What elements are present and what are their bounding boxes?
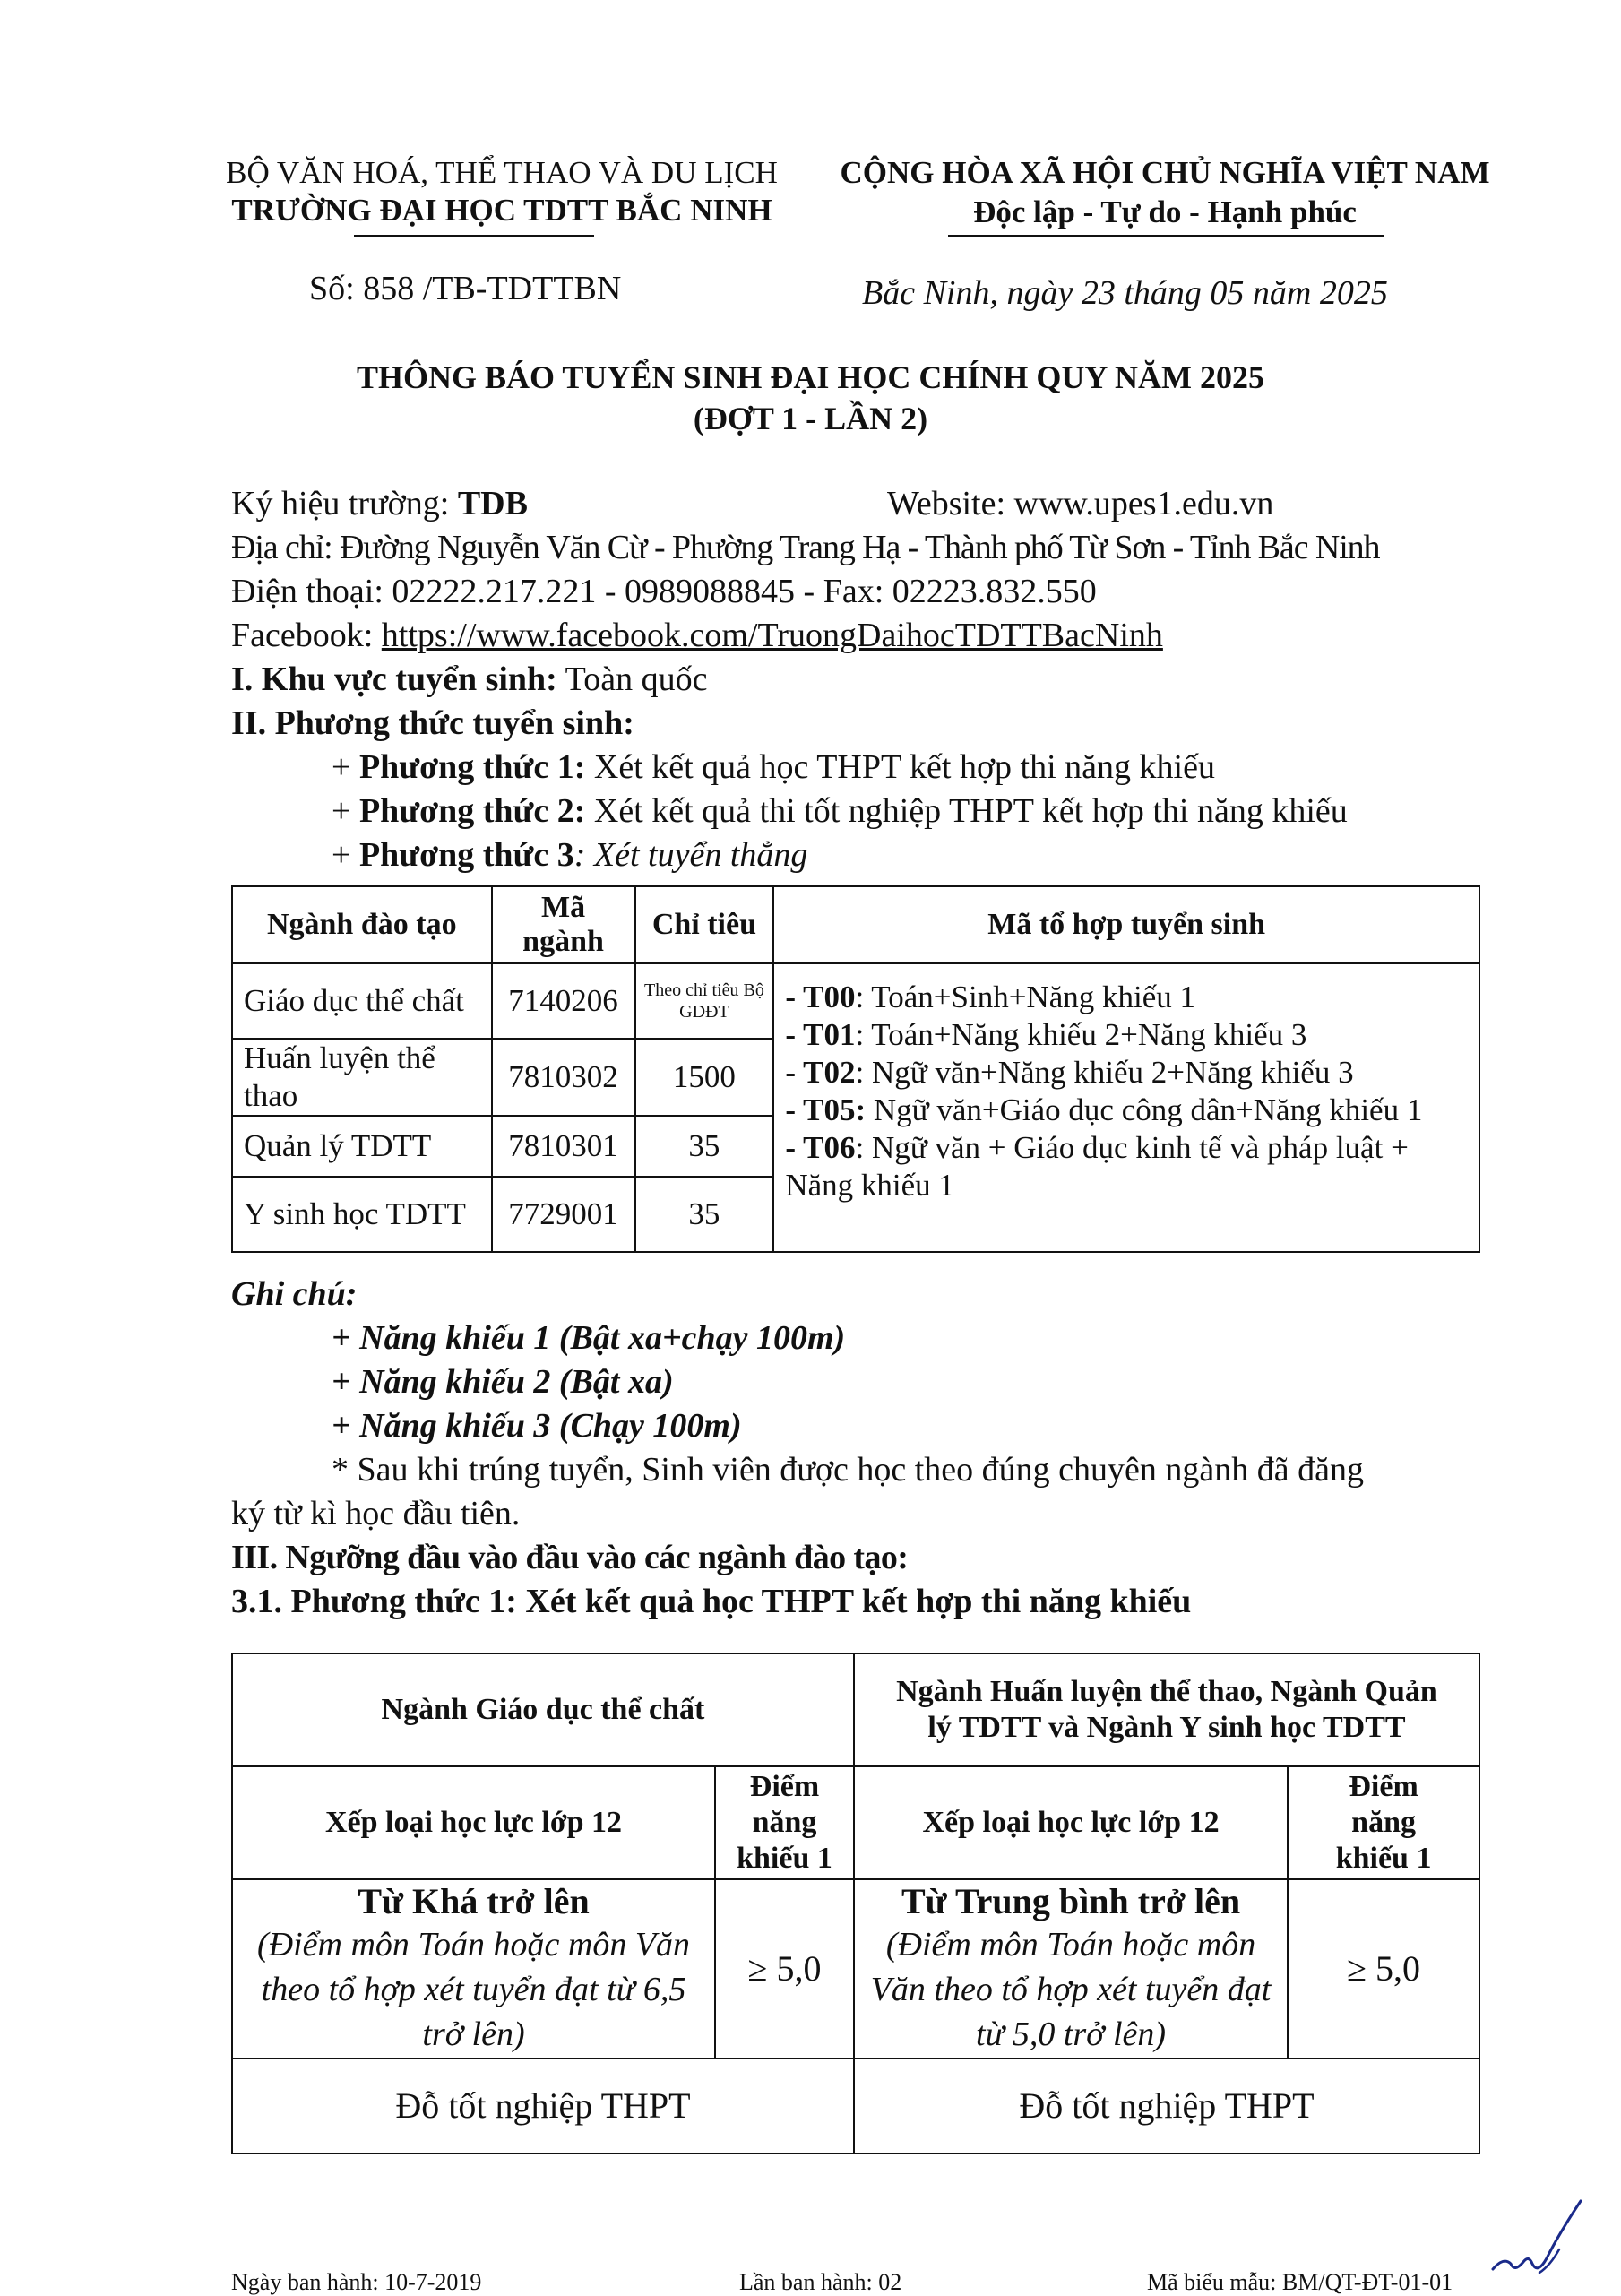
facebook-link[interactable]: https://www.facebook.com/TruongDaihocTDTTBacNinh xyxy=(381,617,1163,654)
combo-code: - T01 xyxy=(785,1017,856,1052)
method-3-prefix: + xyxy=(332,836,359,874)
combo-text: : Toán+Năng khiếu 2+Năng khiếu 3 xyxy=(855,1017,1307,1052)
method-1-text: Xét kết quả học THPT kết hợp thi năng khiếu xyxy=(585,748,1215,786)
combo-text: : Toán+Sinh+Năng khiếu 1 xyxy=(855,980,1196,1014)
major-code: 7810301 xyxy=(492,1116,635,1177)
method-2-prefix: + xyxy=(332,792,359,830)
section-1 xyxy=(231,658,707,702)
major-code: 7810302 xyxy=(492,1039,635,1116)
phone-line: Điện thoại: 02222.217.221 - 0989088845 - Fax: 02223.832.550 xyxy=(231,573,1097,610)
major-name: Quản lý TDTT xyxy=(232,1116,492,1177)
major-name: Huấn luyện thể thao xyxy=(232,1039,492,1116)
major-name: Y sinh học TDTT xyxy=(232,1177,492,1252)
facebook-label: Facebook: xyxy=(231,617,382,654)
method-2-label: Phương thức 2: xyxy=(358,792,586,830)
notice-subtitle: (ĐỢT 1 - LẦN 2) xyxy=(693,401,928,436)
b-rank-header: Xếp loại học lực lớp 12 xyxy=(854,1766,1288,1879)
motto: Độc lập - Tự do - Hạnh phúc xyxy=(973,194,1357,229)
signature-mark xyxy=(1487,2187,1586,2285)
footer-edition: Lần ban hành: 02 xyxy=(739,2269,902,2295)
method-1 xyxy=(332,746,1215,790)
a-detail: (Điểm môn Toán hoặc môn Văn theo tổ hợp xét tuyển đạt từ 6,5 trở lên) xyxy=(256,1926,691,2053)
document-number: Số: 858 /TB-TDTTBN xyxy=(309,270,622,307)
combo-text: : Ngữ văn+Năng khiếu 2+Năng khiếu 3 xyxy=(855,1055,1354,1090)
notice-title: THÔNG BÁO TUYỂN SINH ĐẠI HỌC CHÍNH QUY NĂM 2025 xyxy=(356,359,1265,395)
threshold-grad-row xyxy=(232,2059,1479,2154)
major-quota: 35 xyxy=(635,1116,774,1177)
b-score: ≥ 5,0 xyxy=(1288,1879,1479,2059)
ministry-name: BỘ VĂN HOÁ, THỂ THAO VÀ DU LỊCH xyxy=(226,155,778,190)
combo-t01 xyxy=(785,1016,1468,1054)
school-underline xyxy=(354,235,594,237)
combo-code: - T00 xyxy=(785,980,856,1014)
school-name: TRƯỜNG ĐẠI HỌC TDTT BẮC NINH xyxy=(231,193,772,228)
motto-underline xyxy=(948,235,1384,237)
combo-t00 xyxy=(785,979,1468,1016)
remark-line-1: * Sau khi trúng tuyển, Sinh viên được học theo đúng chuyên ngành đã đăng xyxy=(332,1451,1364,1489)
section-3-sub: 3.1. Phương thức 1: Xét kết quả học THPT kết hợp thi năng khiếu xyxy=(231,1583,1192,1620)
major-name: Giáo dục thể chất xyxy=(232,963,492,1039)
remark-line-2: ký từ kì học đầu tiên. xyxy=(231,1495,521,1532)
a-rank: Từ Khá trở lên xyxy=(358,1881,590,1921)
combo-text: Ngữ văn+Giáo dục công dân+Năng khiếu 1 xyxy=(866,1092,1423,1127)
group-a-header: Ngành Giáo dục thể chất xyxy=(232,1653,854,1766)
header-code: Mã ngành xyxy=(492,886,635,963)
combo-code: - T06 xyxy=(785,1130,856,1165)
major-quota: 35 xyxy=(635,1177,774,1252)
majors-table xyxy=(231,885,1480,1253)
b-detail: (Điểm môn Toán hoặc môn Văn theo tổ hợp xét tuyển đạt từ 5,0 trở lên) xyxy=(870,1926,1272,2053)
note-item: + Năng khiếu 3 (Chạy 100m) xyxy=(332,1407,742,1445)
threshold-value-row xyxy=(232,1879,1479,2059)
table-row xyxy=(232,963,1479,1039)
method-2 xyxy=(332,790,1348,833)
note-item: + Năng khiếu 2 (Bật xa) xyxy=(332,1363,674,1401)
section-1-heading: I. Khu vực tuyển sinh: xyxy=(231,660,557,698)
method-1-prefix: + xyxy=(332,748,359,786)
a-score: ≥ 5,0 xyxy=(715,1879,854,2059)
majors-header-row xyxy=(232,886,1479,963)
header-combos: Mã tổ hợp tuyển sinh xyxy=(773,886,1479,963)
combo-t05 xyxy=(785,1092,1468,1129)
footer-issued: Ngày ban hành: 10-7-2019 xyxy=(231,2269,482,2295)
threshold-sub-row xyxy=(232,1766,1479,1879)
a-grad: Đỗ tốt nghiệp THPT xyxy=(232,2059,854,2154)
republic-name: CỘNG HÒA XÃ HỘI CHỦ NGHĨA VIỆT NAM xyxy=(840,155,1490,190)
method-1-label: Phương thức 1: xyxy=(358,748,586,786)
section-3-heading: III. Ngưỡng đầu vào đầu vào các ngành đào tạo: xyxy=(231,1539,909,1576)
b-grad: Đỗ tốt nghiệp THPT xyxy=(854,2059,1479,2154)
combo-t06 xyxy=(785,1129,1468,1204)
notes-heading: Ghi chú: xyxy=(231,1275,358,1313)
address: Địa chỉ: Đường Nguyễn Văn Cừ - Phường Trang Hạ - Thành phố Từ Sơn - Tỉnh Bắc Ninh xyxy=(231,529,1380,566)
threshold-group-row xyxy=(232,1653,1479,1766)
method-2-text: Xét kết quả thi tốt nghiệp THPT kết hợp thi năng khiếu xyxy=(585,792,1348,830)
method-3-text: : Xét tuyển thẳng xyxy=(573,836,808,874)
combo-t02 xyxy=(785,1054,1468,1092)
school-code-value: TDB xyxy=(457,485,528,522)
b-score-header: Điểm năng khiếu 1 xyxy=(1288,1766,1479,1879)
header-major: Ngành đào tạo xyxy=(232,886,492,963)
school-code-label: Ký hiệu trường: xyxy=(231,485,458,522)
note-item: + Năng khiếu 1 (Bật xa+chạy 100m) xyxy=(332,1319,846,1357)
section-2-heading: II. Phương thức tuyển sinh: xyxy=(231,704,634,742)
a-requirement xyxy=(232,1879,715,2059)
method-3 xyxy=(332,833,807,877)
major-quota: 1500 xyxy=(635,1039,774,1116)
combo-code: - T02 xyxy=(785,1055,856,1090)
combo-code: - T05: xyxy=(785,1092,867,1127)
combo-text: : Ngữ văn + Giáo dục kinh tế và pháp luật + Năng khiếu 1 xyxy=(785,1130,1409,1203)
group-b-header: Ngành Huấn luyện thể thao, Ngành Quản lý TDTT và Ngành Y sinh học TDTT xyxy=(854,1653,1479,1766)
major-code: 7140206 xyxy=(492,963,635,1039)
major-code: 7729001 xyxy=(492,1177,635,1252)
facebook-line xyxy=(231,614,1163,658)
header-quota: Chỉ tiêu xyxy=(635,886,774,963)
major-quota: Theo chỉ tiêu Bộ GDĐT xyxy=(635,963,774,1039)
website[interactable]: Website: www.upes1.edu.vn xyxy=(887,485,1274,522)
place-date: Bắc Ninh, ngày 23 tháng 05 năm 2025 xyxy=(862,274,1388,312)
footer-form-code: Mã biểu mẫu: BM/QT-ĐT-01-01 xyxy=(1147,2269,1453,2295)
threshold-table xyxy=(231,1653,1480,2154)
a-score-header: Điểm năng khiếu 1 xyxy=(715,1766,854,1879)
school-code-line xyxy=(231,482,528,526)
b-requirement xyxy=(854,1879,1288,2059)
a-rank-header: Xếp loại học lực lớp 12 xyxy=(232,1766,715,1879)
section-1-value: Toàn quốc xyxy=(556,660,708,698)
method-3-label: Phương thức 3 xyxy=(358,836,574,874)
combos-cell xyxy=(773,963,1479,1252)
b-rank: Từ Trung bình trở lên xyxy=(901,1881,1241,1921)
